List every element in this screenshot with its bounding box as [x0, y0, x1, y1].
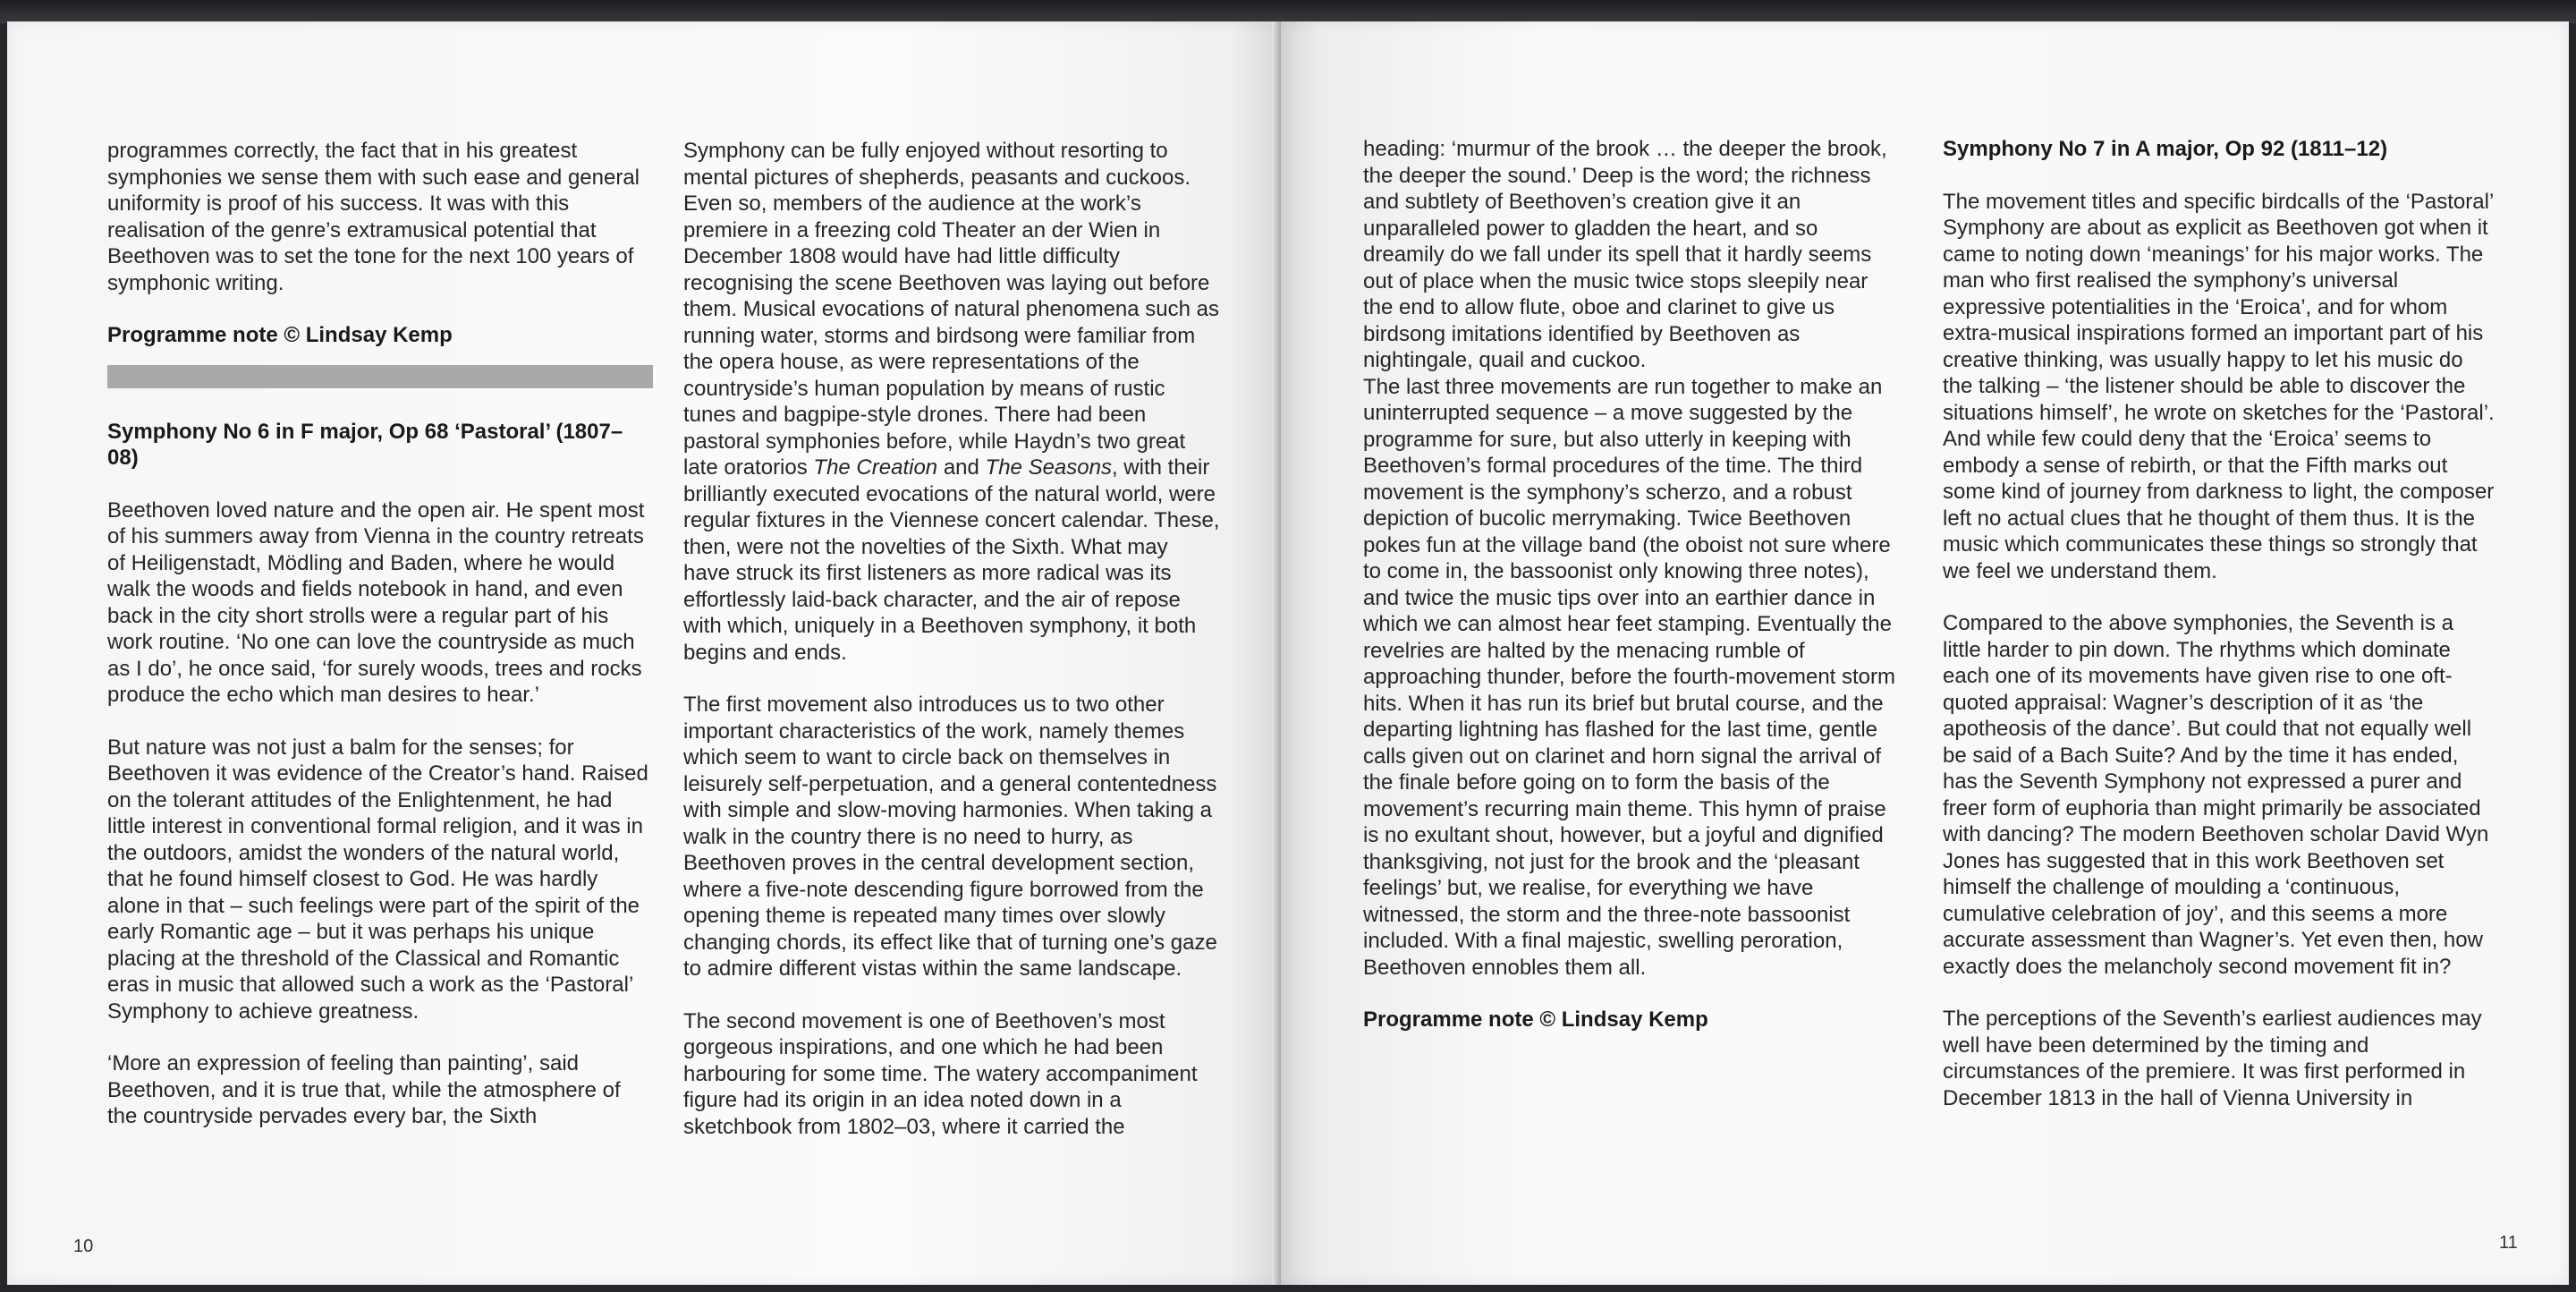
paragraph: The first movement also introduces us to two other important characteristics of the work, namely themes which seem to want to circle back on themselves in leisurely self-perpetuation, and a general contentedness with simple and slow-moving harmonies. When taking a walk in the country there is no need to hurry, as Beethoven proves in the central development section, where a five-note descending figure borrowed from the opening theme is repeated many times over slowly changing chords, its effect like that of turning one’s gaze to admire different vistas within the same landscape. — [683, 693, 1217, 981]
paragraph: Symphony can be fully enjoyed without resorting to mental pictures of shepherds, peasants and cuckoos. Even so, members of the audience at the work’s premiere in a freezing cold Theater an der Wien in December 1808 would have had little difficulty recognising the scene Beethoven was laying out before them. Musical evocations of natural phenomena such as running water, storms and birdsong were familiar from the opera house, as were representations of the countryside’s human population by means of rustic tunes and bagpipe-style drones. There had been pastoral symphonies before, while Haydn’s two great late oratorios The Creation and The Seasons, with their brilliantly executed evocations of the natural world, were regular fixtures in the Viennese concert calendar. These, then, were not the novelties of the Sixth. What may have struck its first listeners as more radical was its effortlessly laid-back character, and the air of repose with which, uniquely in a Beethoven symphony, it both begins and ends. — [683, 139, 1220, 665]
section-heading: Symphony No 7 in A major, Op 92 (1811–12) — [1943, 137, 2388, 161]
section-heading: Symphony No 6 in F major, Op 68 ‘Pastoral’ (1807–08) — [107, 419, 623, 470]
paragraph: programmes correctly, the fact that in his greatest symphonies we sense them with such ease and general uniformity is proof of his success. It was with this realisation of the genre’s extramusical potential that Beethoven was to set the tone for the next 100 years of symphonic writing. — [107, 139, 640, 295]
page-number: 10 — [73, 1237, 94, 1256]
paragraph: The second movement is one of Beethoven’s most gorgeous inspirations, and one which he had been harbouring for some time. The watery accompaniment figure had its origin in an idea noted down in a sketchbook from 1802–03, where it carried the — [683, 1008, 1198, 1139]
paragraph: heading: ‘murmur of the brook … the deeper the brook, the deeper the sound.’ Deep is the word; the richness and subtlety of Beethoven’s creation give it an unparalleled power to gladden the heart, and so dreamily do we fall under its spell that it hardly seems out of place when the music twice stops sleepily near the end to allow flute, oboe and clarinet to give us birdsong imitations identified by Beethoven as nightingale, quail and cuckoo. — [1363, 137, 1887, 372]
page-number: 11 — [2499, 1233, 2518, 1253]
section-divider — [107, 365, 653, 388]
right-column-1 — [1363, 136, 1900, 1059]
right-page — [1281, 21, 2569, 1285]
italic-title: The Creation — [813, 455, 938, 480]
paragraph: ‘More an expression of feeling than painting’, said Beethoven, and it is true that, while the atmosphere of the countryside pervades every bar, the Sixth — [107, 1051, 621, 1128]
paragraph: Compared to the above symphonies, the Seventh is a little harder to pin down. The rhythms which dominate each one of its movements have given rise to one oft-quoted appraisal: Wagner’s description of it as ‘the apotheosis of the dance’. But could that not equally well be said of a Bach Suite? And by the time it has ended, has the Seventh Symphony not expressed a purer and freer form of euphoria than might primarily be associated with dancing? The modern Beethoven scholar David Wyn Jones has suggested that in this work Beethoven set himself the challenge of moulding a ‘continuous, cumulative celebration of joy’, and this seems a more accurate assessment than Wagner’s. Yet even then, how exactly does the melancholy second movement fit in? — [1943, 611, 2489, 979]
scan-background-top — [0, 0, 2576, 23]
paragraph: The perceptions of the Seventh’s earliest audiences may well have been determined by the timing and circumstances of the premiere. It was first performed in December 1813 in the hall of Vienna University in — [1943, 1007, 2482, 1110]
left-page — [7, 21, 1281, 1285]
left-column-2 — [683, 138, 1220, 1166]
programme-note-credit: Programme note © Lindsay Kemp — [107, 323, 453, 347]
programme-note-credit: Programme note © Lindsay Kemp — [1363, 1007, 1708, 1032]
paragraph: Beethoven loved nature and the open air. He spent most of his summers away from Vienna in the country retreats of Heiligenstadt, Mödling and Baden, where he would walk the woods and fields notebook in hand, and even back in the city short strolls were a regular part of his work routine. ‘No one can love the countryside as much as I do’, he once said, ‘for surely woods, trees and rocks produce the echo which man desires to hear.’ — [107, 497, 645, 707]
right-column-2 — [1943, 136, 2497, 1137]
paragraph: But nature was not just a balm for the senses; for Beethoven it was evidence of the Creator’s hand. Raised on the tolerant attitudes of the Enlightenment, he had little interest in conventional formal religion, and it was in the outdoors, amidst the wonders of the natural world, that he found himself closest to God. He was hardly alone in that – such feelings were part of the spirit of the early Romantic age – but it was perhaps his unique placing at the threshold of the Classical and Romantic eras in music that allowed such a work as the ‘Pastoral’ Symphony to achieve greatness. — [107, 735, 648, 1024]
paragraph: The last three movements are run together to make an uninterrupted sequence – a move suggested by the programme for sure, but also utterly in keeping with Beethoven’s formal procedures of the time. The third movement is the symphony’s scherzo, and a robust depiction of bucolic merrymaking. Twice Beethoven pokes fun at the village band (the oboist not sure where to come in, the bassoonist only knowing three notes), and twice the music tips over into an earthier dance in which we can almost hear feet stamping. Eventually the revelries are halted by the menacing rumble of approaching thunder, before the fourth-movement storm hits. When it has run its brief but brutal course, and the departing lightning has flashed for the last time, gentle calls given out on clarinet and horn signal the arrival of the finale before going on to form the basis of the movement’s recurring main theme. This hymn of praise is no exultant shout, however, but a joyful and dignified thanksgiving, not just for the brook and the ‘pleasant feelings’ but, we realise, for everything we have witnessed, the storm and the three-note bassoonist included. With a final majestic, swelling peroration, Beethoven ennobles them all. — [1363, 374, 1896, 980]
paragraph: The movement titles and specific birdcalls of the ‘Pastoral’ Symphony are about as explicit as Beethoven got when it came to noting down ‘meanings’ for his major works. The man who first realised the symphony’s universal expressive potentialities in the ‘Eroica’, and for whom extra-musical inspirations formed an important part of his creative thinking, was usually happy to let his music do the talking – ‘the listener should be able to discover the situations himself’, he wrote on sketches for the ‘Pastoral’. And while few could deny that the ‘Eroica’ seems to embody a sense of rebirth, or that the Fifth marks out some kind of journey from darkness to light, the composer left no actual clues that he thought of them thus. It is the music which communicates these things so strongly that we feel we understand them. — [1943, 189, 2495, 583]
italic-title: The Seasons — [985, 455, 1112, 480]
left-column-1 — [107, 138, 653, 1156]
